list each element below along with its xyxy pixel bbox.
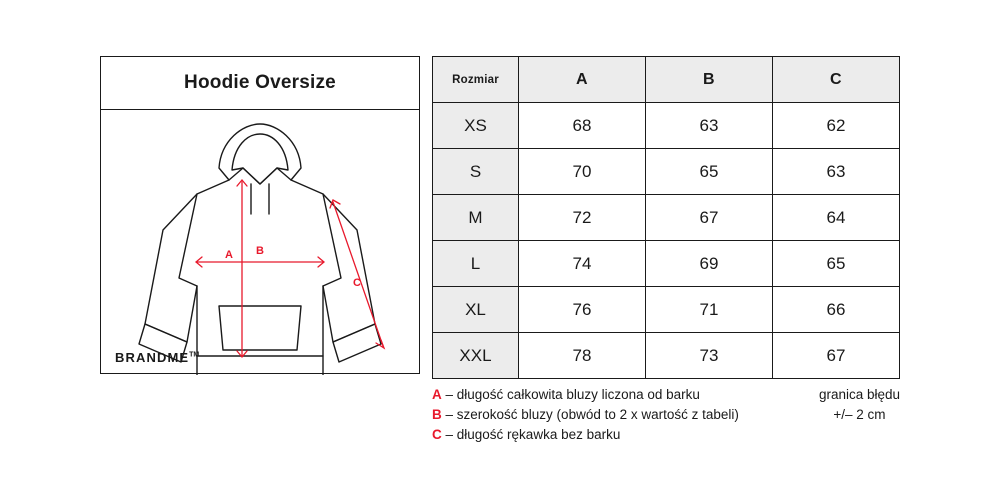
row-value-a: 70 [519,149,646,195]
table-row [433,287,900,333]
table-row [433,195,900,241]
table-header-c: C [773,57,900,103]
legend-item [432,385,739,405]
measure-letter-c: C [353,277,361,289]
legend-key: B [432,407,442,422]
legend-text: – długość całkowita bluzy liczona od barku [445,387,700,402]
measure-letter-a: A [225,249,233,261]
legend-key: A [432,387,442,402]
legend-text: – szerokość bluzy (obwód to 2 x wartość z tabeli) [445,407,739,422]
legend-key: C [432,427,442,442]
legend-item [432,405,739,425]
table-header-size: Rozmiar [433,57,519,103]
brand-name: BRANDME [115,350,190,365]
row-value-c: 62 [773,103,900,149]
table-header-a: A [519,57,646,103]
row-value-a: 74 [519,241,646,287]
hoodie-drawing-svg [101,110,419,375]
row-size-label: XXL [433,333,519,379]
product-card [100,56,420,374]
product-title-bar [101,57,419,110]
row-value-c: 67 [773,333,900,379]
row-value-b: 65 [646,149,773,195]
row-size-label: M [433,195,519,241]
row-value-a: 76 [519,287,646,333]
hoodie-illustration [101,110,419,375]
table-header-row [433,57,900,103]
tolerance-value: +/– 2 cm [833,407,886,422]
row-value-a: 78 [519,333,646,379]
row-value-c: 65 [773,241,900,287]
trademark-mark: TM [189,351,200,359]
row-value-c: 66 [773,287,900,333]
row-value-c: 64 [773,195,900,241]
measure-letter-b: B [256,245,264,257]
legend-text: – długość rękawka bez barku [445,427,621,442]
row-value-b: 63 [646,103,773,149]
row-value-a: 72 [519,195,646,241]
row-value-a: 68 [519,103,646,149]
table-row [433,149,900,195]
tolerance-note [819,385,900,425]
row-size-label: XS [433,103,519,149]
row-size-label: L [433,241,519,287]
brand-logo [115,350,199,365]
legend [432,385,739,445]
row-value-b: 71 [646,287,773,333]
table-row [433,333,900,379]
row-size-label: XL [433,287,519,333]
row-value-b: 73 [646,333,773,379]
table-row [433,103,900,149]
size-table [432,56,900,379]
tolerance-title: granica błędu [818,387,900,402]
table-header-b: B [646,57,773,103]
table-row [433,241,900,287]
row-value-c: 63 [773,149,900,195]
page-title: Hoodie Oversize [184,72,336,93]
legend-item [432,425,739,445]
row-value-b: 69 [646,241,773,287]
row-value-b: 67 [646,195,773,241]
row-size-label: S [433,149,519,195]
